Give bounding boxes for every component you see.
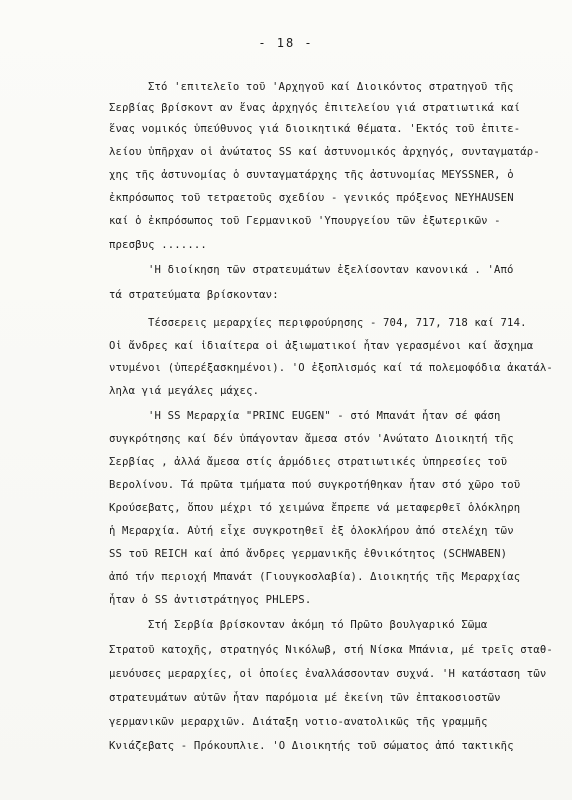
text-line: ἕνας νομικός ὑπεύθυνος γιά διοικητικά θέματα. 'Εκτός τοῦ ἐπιτε-	[109, 123, 521, 135]
text-line: καί ὁ ἐκπρόσωπος τοῦ Γερμανικοῦ 'Υπουργείου τῶν ἐξωτερικῶν -	[109, 215, 501, 227]
text-line: Στή Σερβία βρίσκονταν ἀκόμη τό Πρῶτο βουλγαρικό Σῶμα	[148, 619, 488, 631]
page-number: - 18 -	[258, 36, 314, 50]
text-line: ἐκπρόσωπος τοῦ τετραετοῦς σχεδίου - γενικός πρόξενος NEYHAUSEN	[109, 192, 514, 204]
text-line: Κρούσεβατς, ὅπου μέχρι τό χειμώνα ἔπρεπε νά μεταφερθεῖ ὁλόκληρη	[109, 502, 521, 514]
text-line: Βερολίνου. Τά πρῶτα τμήματα πού συγκροτήθηκαν ἦταν στό χῶρο τοῦ	[109, 479, 521, 491]
text-line: Κνιάζεβατς - Πρόκουπλιε. 'Ο Διοικητής τοῦ σώματος ἀπό τακτικῆς	[109, 740, 514, 752]
text-line: ληλα γιά μεγάλες μάχες.	[109, 385, 260, 397]
text-line: Σερβίας βρίσκοντ αν ἕνας ἀρχηγός ἐπιτελείου γιά στρατιωτικά καί	[109, 102, 521, 114]
text-line: ντυμένοι (ὑπερέξασκημένοι). 'Ο ἐξοπλισμός καί τά πολεμοφόδια ἀκατάλ-	[109, 362, 553, 374]
text-line: μευόυσες μεραρχίες, οἱ ὁποίες ἐναλλάσσονταν συχνά. 'Η κατάσταση τῶν	[109, 668, 547, 680]
text-line: ἦταν ὁ SS ἀντιστράτηγος PHLEPS.	[109, 594, 312, 606]
text-line: ἀπό τήν περιοχή Μπανάτ (Γιουγκοσλαβία). Διοικητής τῆς Μεραρχίας	[109, 571, 521, 583]
text-line: τά στρατεύματα βρίσκονταν:	[109, 289, 279, 301]
text-line: γερμανικῶν μεραρχιῶν. Διάταξη νοτιο-ανατολικῶς τῆς γραμμῆς	[109, 716, 488, 728]
text-line: Στό 'επιτελεῖο τοῦ 'Αρχηγοῦ καί Διοικόντος στρατηγοῦ τῆς	[148, 81, 514, 93]
text-line: ἡ Μεραρχία. Αὐτή εἶχε συγκροτηθεῖ ἐξ ὁλοκλήρου ἀπό στελέχη τῶν	[109, 525, 514, 537]
text-line: Οἱ ἄνδρες καί ἰδιαίτερα οἱ ἀξιωματικοί ἦταν γερασμένοι καί ἄσχημα	[109, 340, 534, 352]
text-line: Σερβίας , ἀλλά ἄμεσα στίς ἁρμόδιες στρατιωτικές ὑπηρεσίες τοῦ	[109, 456, 508, 468]
text-line: στρατευμάτων αὐτῶν ἦταν παρόμοια μέ ἐκείνη τῶν ἐπτακοσιοστῶν	[109, 692, 501, 704]
text-line: 'Η διοίκηση τῶν στρατευμάτων ἐξελίσονταν κανονικά . 'Από	[148, 264, 514, 276]
text-line: Στρατοῦ κατοχῆς, στρατηγός Νικόλωβ, στή Νίσκα Μπάνια, μέ τρεῖς σταθ-	[109, 644, 553, 656]
text-line: SS τοῦ REICH καί ἀπό ἄνδρες γερμανικῆς ἐθνικότητος (SCHWABEN)	[109, 548, 508, 560]
text-line: Τέσσερεις μεραρχίες περιφρούρησης - 704, 717, 718 καί 714.	[148, 317, 527, 329]
text-line: 'Η SS Μεραρχία "PRINC EUGEN" - στό Μπανάτ ἦταν σέ φάση	[148, 410, 501, 422]
text-line: χης τῆς ἀστυνομίας ὁ συνταγματάρχης τῆς ἀστυνομίας MEYSSNER, ὁ	[109, 169, 514, 181]
text-line: συγκρότησης καί δέν ὑπάγονταν ἄμεσα στόν 'Ανώτατο Διοικητή τῆς	[109, 433, 514, 445]
text-line: πρεσβυς .......	[109, 239, 207, 251]
text-line: λείου ὑπῆρχαν οἱ ἀνώτατος SS καί ἀστυνομικός ἀρχηγός, συνταγματάρ-	[109, 146, 540, 158]
